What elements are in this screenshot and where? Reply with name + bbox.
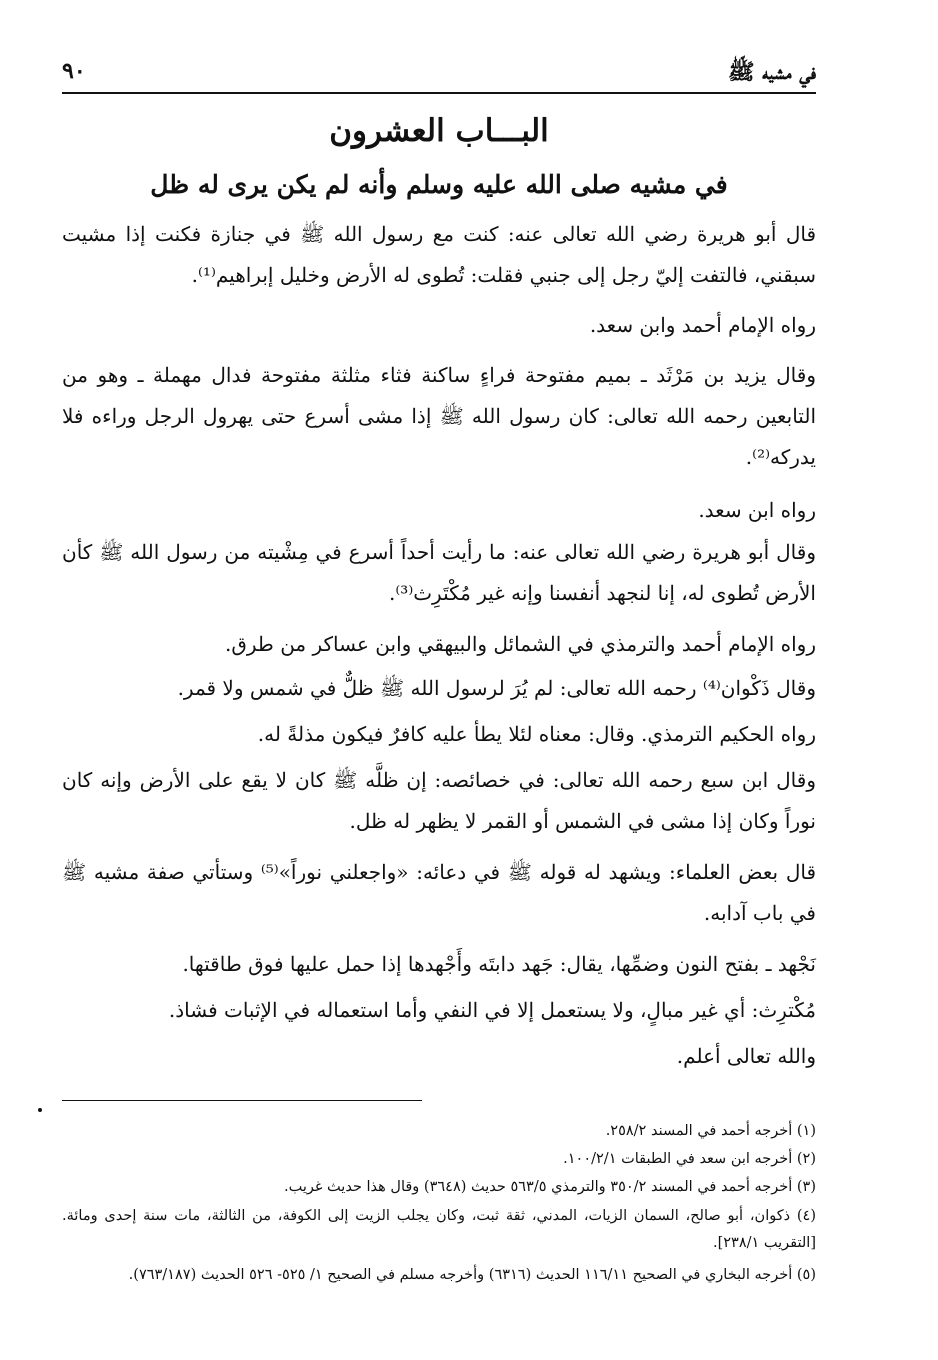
running-header bbox=[62, 58, 816, 94]
footnote: (٥) أخرجه البخاري في الصحيح ١١٦/١١ الحديث (٦٣١٦) وأخرجه مسلم في الصحيح ١/ ٥٢٥- ٥٢٦ الحديث (٧٦٣/١٨٧). bbox=[128, 1267, 816, 1283]
paragraph: نَجْهد ـ بفتح النون وضمِّها، يقال: جَهد دابتَه وأَجْهدها إذا حمل عليها فوق طاقتها. bbox=[182, 952, 816, 976]
paragraph: وقال يزيد بن مَرْثَد ـ بميم مفتوحة فراءٍ ساكنة فثاء مثلثة مفتوحة فدال مهملة ـ وهو من التابعين رحمه الله تعالى: كان رسول الله ﷺ إذا مشى أسرع حتى يهرول الرجل وراءه فلا يدركه⁽²⁾. bbox=[62, 363, 816, 469]
paragraph: والله تعالى أعلم. bbox=[676, 1044, 816, 1068]
footnote: (١) أخرجه أحمد في المسند ٢٥٨/٢. bbox=[605, 1123, 816, 1139]
chapter-subtitle: في مشيه صلى الله عليه وسلم وأنه لم يكن يرى له ظل bbox=[150, 170, 728, 199]
paragraph: قال بعض العلماء: ويشهد له قوله ﷺ في دعائه: «واجعلني نوراً»⁽⁵⁾ وستأتي صفة مشيه ﷺ في باب آدابه. bbox=[62, 860, 817, 925]
paragraph: رواه الإمام أحمد والترمذي في الشمائل والبيهقي وابن عساكر من طرق. bbox=[225, 632, 816, 656]
paragraph: وقال ابن سبع رحمه الله تعالى: في خصائصه: إن ظلَّه ﷺ كان لا يقع على الأرض وإنه كان نوراً وكان إذا مشى في الشمس أو القمر لا يظهر له ظل. bbox=[62, 768, 816, 833]
running-header-title: في مشيه ﷺ bbox=[728, 59, 816, 85]
paragraph: رواه الإمام أحمد وابن سعد. bbox=[589, 313, 816, 337]
paragraph: وقال ذَكْوان⁽⁴⁾ رحمه الله تعالى: لم يُرَ لرسول الله ﷺ ظلٌّ في شمس ولا قمر. bbox=[177, 676, 816, 700]
chapter-title: البـــاب العشرون bbox=[329, 113, 549, 149]
page-number: ٩٠ bbox=[62, 58, 86, 84]
footnote: (٤) ذكوان، أبو صالح، السمان الزيات، المدني، ثقة ثبت، وكان يجلب الزيت إلى الكوفة، من الثالثة، مات سنة إحدى ومائة. [التقريب ٢٣٨/١]. bbox=[62, 1208, 816, 1251]
paragraph: رواه الحكيم الترمذي. وقال: معناه لئلا يطأ عليه كافرٌ فيكون مذلةً له. bbox=[257, 722, 816, 746]
paragraph: قال أبو هريرة رضي الله تعالى عنه: كنت مع رسول الله ﷺ في جنازة فكنت إذا مشيت سبقني، فالتفت إليّ رجل إلى جنبي فقلت: تُطوى له الأرض وخليل إبراهيم⁽¹⁾. bbox=[62, 222, 816, 287]
footnote-divider bbox=[62, 1100, 422, 1101]
margin-mark bbox=[38, 1108, 42, 1112]
footnote: (٣) أخرجه أحمد في المسند ٣٥٠/٢ والترمذي ٥٦٣/٥ حديث (٣٦٤٨) وقال هذا حديث غريب. bbox=[283, 1179, 816, 1195]
paragraph: مُكْترِث: أي غير مبالٍ، ولا يستعمل إلا في النفي وأما استعماله في الإثبات فشاذ. bbox=[168, 998, 816, 1022]
footnote: (٢) أخرجه ابن سعد في الطبقات ١٠٠/٢/١. bbox=[563, 1151, 816, 1167]
paragraph: وقال أبو هريرة رضي الله تعالى عنه: ما رأيت أحداً أسرع في مِشْيته من رسول الله ﷺ كأن الأرض تُطوى له، إنا لنجهد أنفسنا وإنه غير مُكْتَرِث⁽³⁾. bbox=[62, 540, 816, 605]
paragraph: رواه ابن سعد. bbox=[698, 498, 816, 522]
